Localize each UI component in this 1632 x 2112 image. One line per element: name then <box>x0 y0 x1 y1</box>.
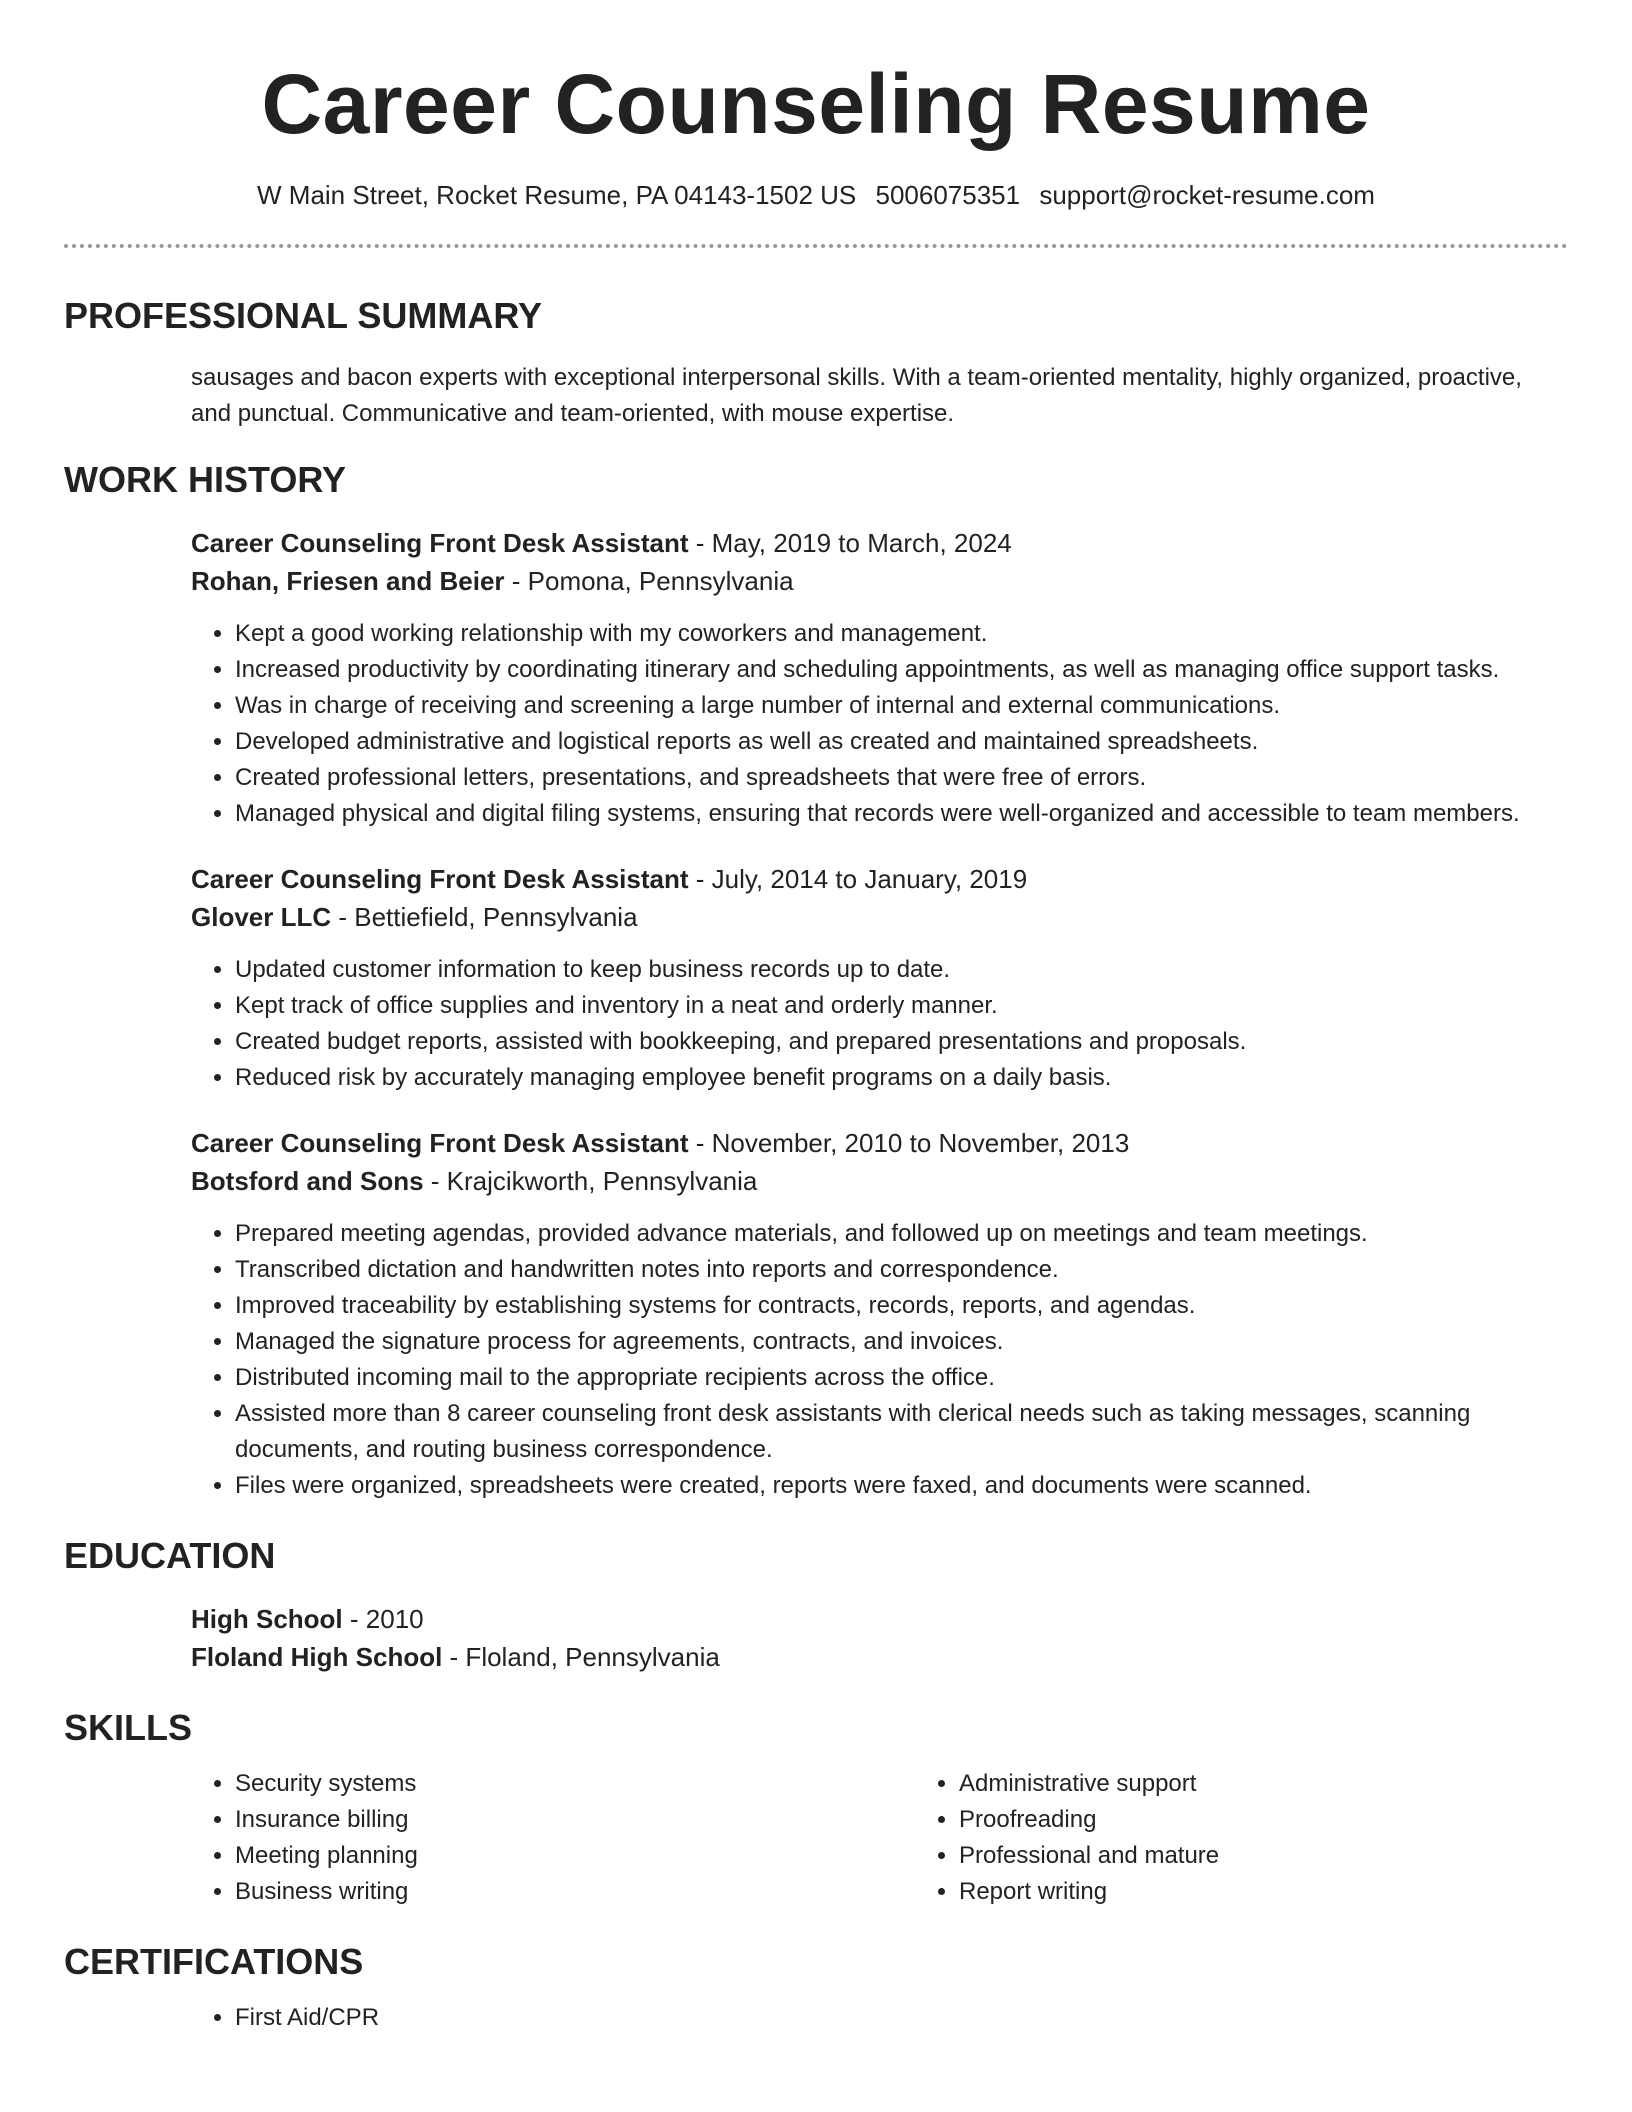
list-item: • Distributed incoming mail to the appropriate recipients across the office. <box>235 1360 1568 1396</box>
education-location: - Floland, Pennsylvania <box>442 1642 720 1672</box>
job-dates: - November, 2010 to November, 2013 <box>688 1128 1130 1158</box>
job-dates: - May, 2019 to March, 2024 <box>688 528 1012 558</box>
header-divider <box>64 244 1568 248</box>
summary-section <box>64 294 1568 432</box>
list-item: • Kept track of office supplies and inventory in a neat and orderly manner. <box>235 988 1568 1024</box>
certification-item: • First Aid/CPR <box>235 2000 1568 2036</box>
job-location: - Pomona, Pennsylvania <box>504 566 794 596</box>
list-item: • Updated customer information to keep business records up to date. <box>235 952 1568 988</box>
skills-list-left <box>191 1766 915 1910</box>
list-item: • Transcribed dictation and handwritten notes into reports and correspondence. <box>235 1252 1568 1288</box>
certifications-list <box>191 2000 1568 2036</box>
job-title-line <box>191 524 1568 562</box>
job-role: Career Counseling Front Desk Assistant <box>191 528 689 558</box>
job-company-line <box>191 898 1568 936</box>
skill-item: • Professional and mature <box>959 1838 1568 1874</box>
job-title-line <box>191 860 1568 898</box>
job-bullets <box>191 952 1568 1096</box>
job-entry <box>191 524 1568 832</box>
job-company: Rohan, Friesen and Beier <box>191 566 505 596</box>
education-school: Floland High School <box>191 1642 443 1672</box>
education-degree-line <box>191 1600 1568 1638</box>
job-company-line <box>191 1162 1568 1200</box>
skill-item: • Business writing <box>235 1874 915 1910</box>
job-role: Career Counseling Front Desk Assistant <box>191 864 689 894</box>
job-company-line <box>191 562 1568 600</box>
list-item: • Created professional letters, presentations, and spreadsheets that were free of errors. <box>235 760 1568 796</box>
job-company: Botsford and Sons <box>191 1166 424 1196</box>
job-company: Glover LLC <box>191 902 332 932</box>
list-item: • Developed administrative and logistical reports as well as created and maintained spreadsheets. <box>235 724 1568 760</box>
contact-email[interactable]: support@rocket-resume.com <box>1039 180 1375 210</box>
list-item: • Managed the signature process for agreements, contracts, and invoices. <box>235 1324 1568 1360</box>
education-year: - 2010 <box>342 1604 424 1634</box>
skill-item: • Insurance billing <box>235 1802 915 1838</box>
job-location: - Bettiefield, Pennsylvania <box>331 902 638 932</box>
list-item: • Kept a good working relationship with my coworkers and management. <box>235 616 1568 652</box>
job-location: - Krajcikworth, Pennsylvania <box>423 1166 758 1196</box>
section-title-summary: PROFESSIONAL SUMMARY <box>64 295 543 336</box>
list-item: • Was in charge of receiving and screening a large number of internal and external communications. <box>235 688 1568 724</box>
contact-line <box>64 178 1568 212</box>
list-item: • Reduced risk by accurately managing employee benefit programs on a daily basis. <box>235 1060 1568 1096</box>
list-item: • Files were organized, spreadsheets were created, reports were faxed, and documents were scanned. <box>235 1468 1568 1504</box>
job-role: Career Counseling Front Desk Assistant <box>191 1128 689 1158</box>
skills-columns <box>191 1766 1568 1910</box>
skill-item: • Security systems <box>235 1766 915 1802</box>
job-entry <box>191 1124 1568 1504</box>
contact-phone: 5006075351 <box>875 180 1021 210</box>
skill-item: • Meeting planning <box>235 1838 915 1874</box>
education-section <box>64 1534 1568 1676</box>
certifications-entry <box>191 2000 1568 2036</box>
skill-item: • Report writing <box>959 1874 1568 1910</box>
list-item: • Increased productivity by coordinating itinerary and scheduling appointments, as well as managing office support tasks. <box>235 652 1568 688</box>
section-title-certifications: CERTIFICATIONS <box>64 1941 364 1982</box>
job-title-line <box>191 1124 1568 1162</box>
skills-section <box>64 1706 1568 1910</box>
education-school-line <box>191 1638 1568 1676</box>
skill-item: • Proofreading <box>959 1802 1568 1838</box>
summary-text: sausages and bacon experts with exceptional interpersonal skills. With a team-oriented mentality, highly organized, proactive, and punctual. Communicative and team-oriented, with mouse expertise. <box>191 364 1522 427</box>
list-item: • Managed physical and digital filing systems, ensuring that records were well-organized and accessible to team members. <box>235 796 1568 832</box>
skill-item: • Administrative support <box>959 1766 1568 1802</box>
list-item: • Prepared meeting agendas, provided advance materials, and followed up on meetings and team meetings. <box>235 1216 1568 1252</box>
section-title-work-history: WORK HISTORY <box>64 459 347 500</box>
section-title-skills: SKILLS <box>64 1707 193 1748</box>
education-degree: High School <box>191 1604 343 1634</box>
job-bullets <box>191 616 1568 832</box>
work-history-section <box>64 458 1568 1504</box>
education-entry <box>191 1600 1568 1676</box>
list-item: • Assisted more than 8 career counseling front desk assistants with clerical needs such as taking messages, scanning documents, and routing business correspondence. <box>235 1396 1568 1468</box>
certifications-section <box>64 1940 1568 2036</box>
contact-address: W Main Street, Rocket Resume, PA 04143-1502 US <box>257 180 857 210</box>
job-entry <box>191 860 1568 1096</box>
job-bullets <box>191 1216 1568 1504</box>
job-dates: - July, 2014 to January, 2019 <box>688 864 1028 894</box>
resume-name: Career Counseling Resume <box>261 57 1371 151</box>
skills-list-right <box>915 1766 1568 1910</box>
section-title-education: EDUCATION <box>64 1535 276 1576</box>
list-item: • Improved traceability by establishing systems for contracts, records, reports, and agendas. <box>235 1288 1568 1324</box>
list-item: • Created budget reports, assisted with bookkeeping, and prepared presentations and proposals. <box>235 1024 1568 1060</box>
